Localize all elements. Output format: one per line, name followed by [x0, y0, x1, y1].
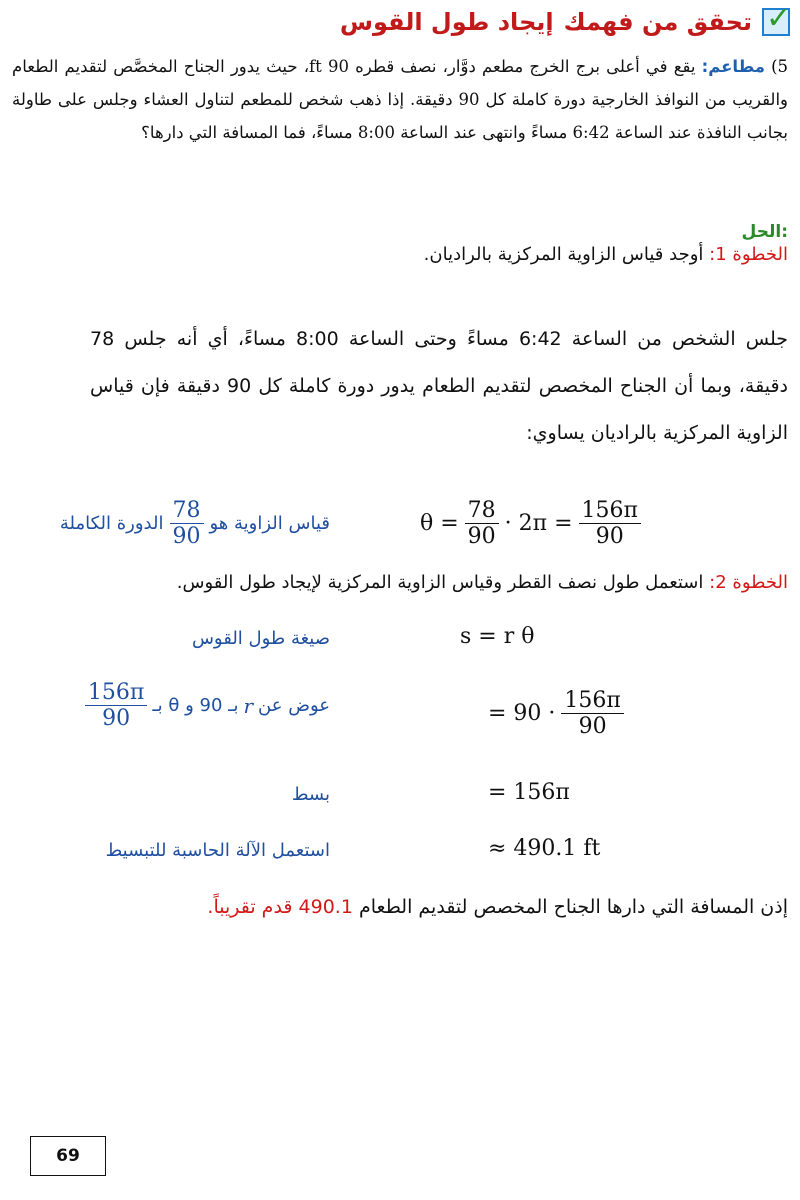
row2-math	[488, 688, 624, 739]
row2-math-pre: = 90 ·	[488, 701, 556, 726]
eq-comment-fraction	[170, 498, 204, 549]
solution-label: الحل:	[741, 222, 788, 242]
row4-comment: استعمل الآلة الحاسبة للتبسيط	[105, 840, 330, 861]
row2-math-frac	[561, 688, 623, 739]
row2-comment-frac-num: 156π	[87, 680, 145, 705]
row2-math-num: 156π	[564, 688, 621, 713]
step1-eq-comment	[60, 498, 330, 549]
row2-var-r: r	[243, 693, 254, 718]
row2-comment-frac-den: 90	[85, 705, 147, 731]
section-title-topic: إيجاد طول القوس	[339, 8, 554, 36]
check-mark-icon: ✓	[766, 1, 792, 36]
eq-result-frac	[579, 498, 641, 549]
eq-result-num: 156π	[581, 498, 638, 523]
row2-comment-mid: بـ 90 و θ بـ	[152, 695, 239, 716]
page-number: 69	[30, 1136, 106, 1176]
row2-comment	[85, 680, 330, 731]
problem-label: مطاعم:	[701, 57, 765, 76]
step1-paragraph: جلس الشخص من الساعة 6:42 مساءً وحتى الساعة 8:00 مساءً، أي أنه جلس 78 دقيقة، وبما أن الجناح المخصص لتقديم الطعام يدور دورة كاملة كل 90 دقيقة فإن قياس الزاوية المركزية بالراديان يساوي:	[90, 328, 788, 444]
problem-text: يقع في أعلى برج الخرج مطعم دوَّار، نصف قطره 90 ft، حيث يدور الجناح المخصَّص لتقديم الطعام والقريب من النوافذ الخارجية دورة كاملة كل 90 دقيقة. إذا ذهب شخص للمطعم لتناول العشاء وجلس على طاولة بجانب النافذة عند الساعة 6:42 مساءً وانتهى عند الساعة 8:00 مساءً، فما المسافة التي دارها؟	[12, 57, 788, 142]
row2-comment-pre: عوض عن	[258, 695, 330, 716]
eq-frac-num: 78	[467, 498, 496, 523]
step1-text: أوجد قياس الزاوية المركزية بالراديان.	[423, 244, 704, 265]
row1-math: s = r θ	[460, 624, 535, 649]
row2-math-den: 90	[561, 713, 623, 739]
step2-heading	[12, 572, 788, 593]
row3-math: = 156π	[488, 780, 570, 805]
eq-frac-den: 90	[465, 523, 499, 549]
conclusion-pre: إذن المسافة التي دارها الجناح المخصص لتقديم الطعام	[359, 896, 788, 918]
step1-label: الخطوة 1:	[709, 244, 788, 265]
theta-equals: θ =	[420, 511, 459, 536]
step1-equation	[420, 498, 641, 549]
eq-frac-78-90	[465, 498, 499, 549]
eq-comment-post: الدورة الكاملة	[59, 513, 164, 534]
conclusion-value: 490.1	[298, 896, 353, 918]
eq-comment-pre: قياس الزاوية هو	[209, 513, 330, 534]
step2-text: استعمل طول نصف القطر وقياس الزاوية المركزية لإيجاد طول القوس.	[176, 572, 704, 593]
section-title-check: تحقق من فهمك	[563, 8, 752, 36]
section-header	[10, 2, 790, 42]
conclusion	[207, 896, 788, 918]
checkbox-icon	[762, 1, 792, 36]
problem-number: 5)	[771, 57, 789, 76]
step2-label: الخطوة 2:	[709, 572, 788, 593]
problem-statement	[12, 50, 788, 149]
times-two-pi: · 2π =	[504, 511, 573, 536]
row2-comment-fraction	[85, 680, 147, 731]
row4-math: ≈ 490.1 ft	[488, 836, 601, 861]
eq-comment-frac-num: 78	[172, 498, 201, 523]
eq-result-den: 90	[579, 523, 641, 549]
row3-comment: بسط	[291, 784, 330, 805]
eq-comment-frac-den: 90	[170, 523, 204, 549]
row1-comment: صيغة طول القوس	[191, 628, 330, 649]
step1-heading	[12, 244, 788, 265]
conclusion-post: قدم تقريباً.	[207, 896, 293, 918]
